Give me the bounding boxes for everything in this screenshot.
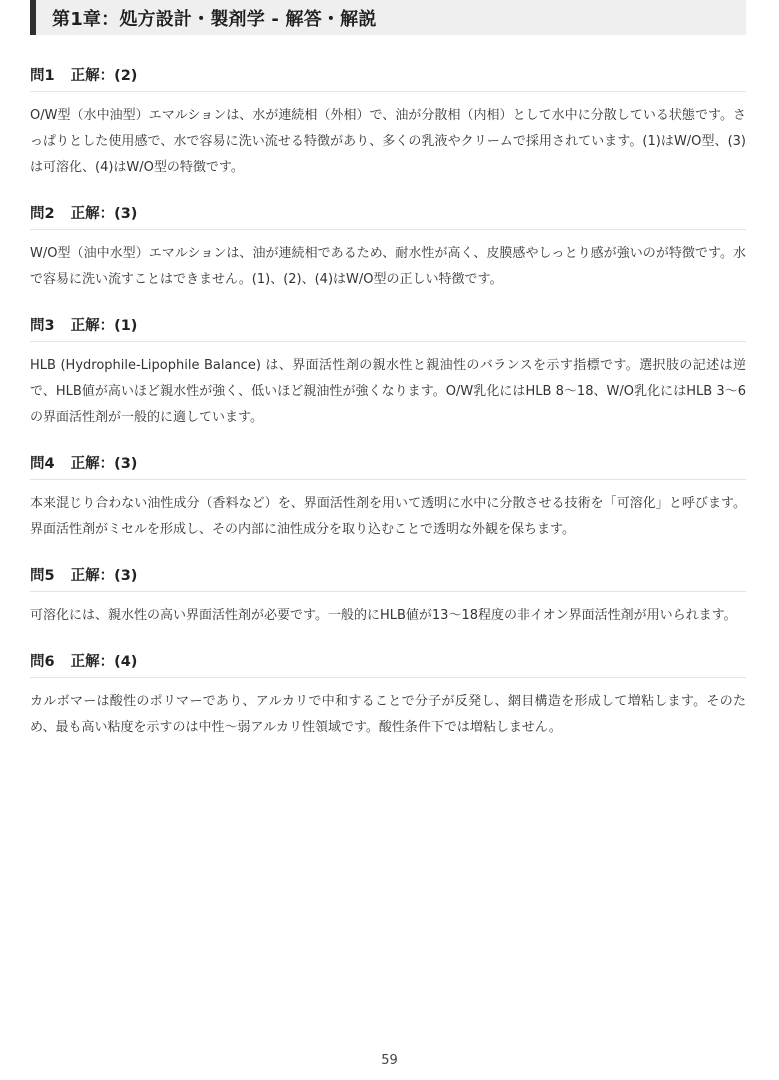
question-2 [30, 196, 746, 308]
correct-answer: 正解：(3) [70, 206, 138, 222]
question-4-heading [30, 446, 746, 480]
question-number: 問2 [30, 206, 55, 222]
chapter-header [30, 0, 746, 35]
correct-answer: 正解：(4) [70, 654, 138, 670]
explanation-text: HLB (Hydrophile-Lipophile Balance) は、界面活性剤の親水性と親油性のバランスを示す指標です。選択肢の記述は逆で、HLB値が高いほど親水性が強く、低いほど親油性が強くなります。O/W乳化にはHLB 8〜18、W/O乳化にはHLB 3〜6の界面活性剤が一般的に適しています。 [30, 358, 746, 425]
question-number: 問1 [30, 68, 55, 84]
correct-answer: 正解：(3) [70, 456, 138, 472]
explanation-text: 本来混じり合わない油性成分（香料など）を、界面活性剤を用いて透明に水中に分散させる技術を「可溶化」と呼びます。界面活性剤がミセルを形成し、その内部に油性成分を取り込むことで透明な外観を保ちます。 [30, 496, 746, 537]
question-4 [30, 446, 746, 558]
question-number: 問3 [30, 318, 55, 334]
question-number: 問4 [30, 456, 55, 472]
chapter-title: 第1章：処方設計・製剤学 - 解答・解説 [52, 8, 377, 30]
question-2-heading [30, 196, 746, 230]
question-number: 問6 [30, 654, 55, 670]
answer-list [30, 58, 746, 756]
question-number: 問5 [30, 568, 55, 584]
correct-answer: 正解：(2) [70, 68, 138, 84]
correct-answer: 正解：(1) [70, 318, 138, 334]
question-5 [30, 558, 746, 644]
question-6 [30, 644, 746, 756]
page-number: 59 [381, 1053, 398, 1068]
question-5-heading [30, 558, 746, 592]
question-3 [30, 308, 746, 446]
question-3-heading [30, 308, 746, 342]
question-1-heading [30, 58, 746, 92]
explanation-text: W/O型（油中水型）エマルションは、油が連続相であるため、耐水性が高く、皮膜感やしっとり感が強いのが特徴です。水で容易に洗い流すことはできません。(1)、(2)、(4)はW/O型の正しい特徴です。 [30, 246, 746, 287]
question-1 [30, 58, 746, 196]
explanation-text: 可溶化には、親水性の高い界面活性剤が必要です。一般的にHLB値が13〜18程度の非イオン界面活性剤が用いられます。 [30, 608, 737, 623]
correct-answer: 正解：(3) [70, 568, 138, 584]
explanation-text: カルボマーは酸性のポリマーであり、アルカリで中和することで分子が反発し、網目構造を形成して増粘します。そのため、最も高い粘度を示すのは中性〜弱アルカリ性領域です。酸性条件下では増粘しません。 [30, 694, 746, 735]
question-6-heading [30, 644, 746, 678]
explanation-text: O/W型（水中油型）エマルションは、水が連続相（外相）で、油が分散相（内相）として水中に分散している状態です。さっぱりとした使用感で、水で容易に洗い流せる特徴があり、多くの乳液やクリームで採用されています。(1)はW/O型、(3)は可溶化、(4)はW/O型の特徴です。 [30, 108, 746, 175]
